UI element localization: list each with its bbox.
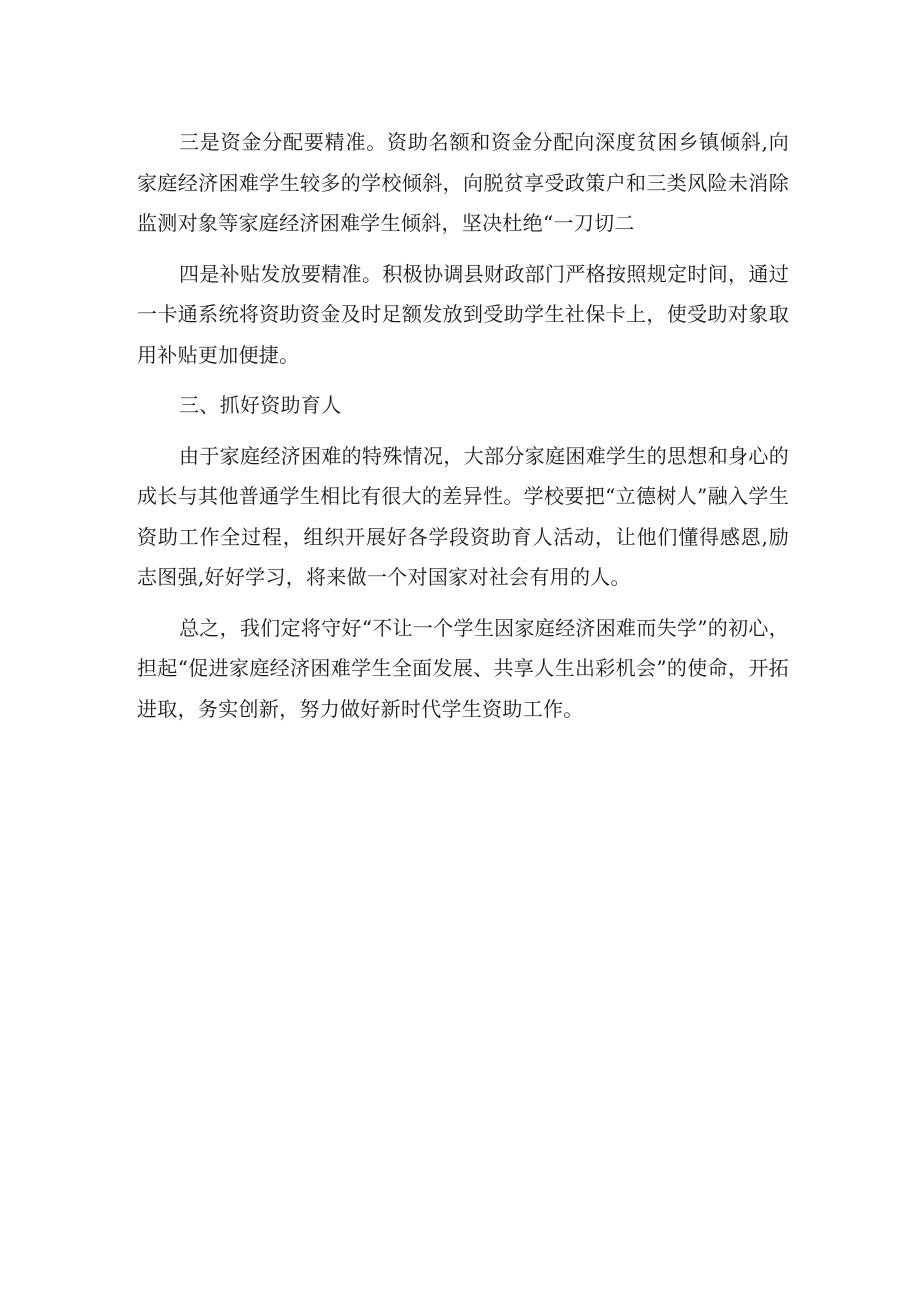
paragraph-education-through-aid: 由于家庭经济困难的特殊情况，大部分家庭困难学生的思想和身心的成长与其他普通学生相比有很大的差异性。学校要把“立德树人”融入学生资助工作全过程，组织开展好各学段资助育人活动，让他们懂得感恩,励志图强,好好学习，将来做一个对国家对社会有用的人。 — [137, 443, 789, 589]
paragraph-fund-allocation: 三是资金分配要精准。资助名额和资金分配向深度贫困乡镇倾斜,向家庭经济困难学生较多的学校倾斜，向脱贫享受政策户和三类风险未消除监测对象等家庭经济困难学生倾斜，坚决杜绝“一刀切二 — [137, 130, 789, 235]
section-heading-funding-education: 三、抓好资助育人 — [179, 393, 342, 417]
paragraph-conclusion: 总之，我们定将守好“不让一个学生因家庭经济困难而失学”的初心，担起“促进家庭经济困难学生全面发展、共享人生出彩机会”的使命，开拓进取，务实创新，努力做好新时代学生资助工作。 — [137, 615, 789, 721]
paragraph-subsidy-distribution: 四是补贴发放要精准。积极协调县财政部门严格按照规定时间，通过一卡通系统将资助资金及时足额发放到受助学生社保卡上，使受助对象取用补贴更加便捷。 — [137, 261, 789, 367]
document-body — [137, 122, 789, 739]
